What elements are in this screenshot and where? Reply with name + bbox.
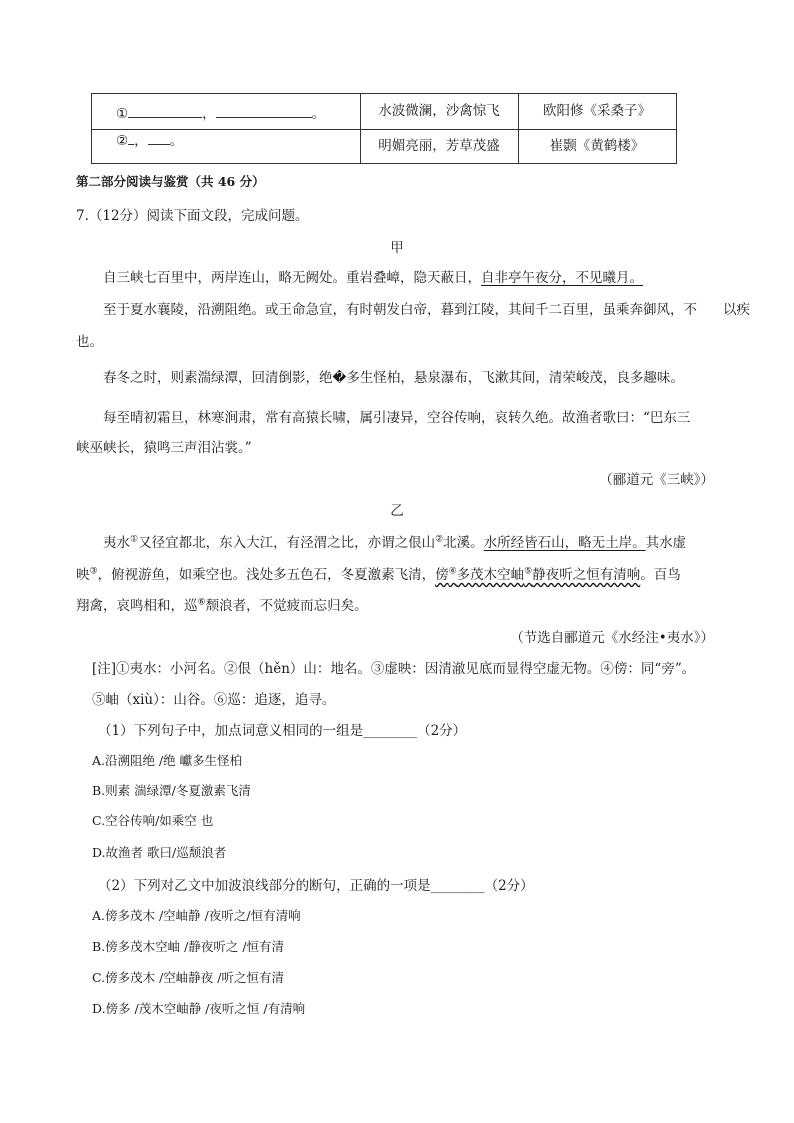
question-1-stem: （1）下列句子中，加点词意义相同的一组是________（2分） xyxy=(98,723,467,739)
question-1-option-a[interactable]: A.沿溯阻绝 /绝 巘多生怪柏 xyxy=(92,753,243,768)
text-span: 映 xyxy=(76,567,90,583)
question-1-option-b[interactable]: B.则素 湍绿潭/冬夏激素飞清 xyxy=(92,783,251,798)
text-span: 至于夏水襄陵，沿溯阻绝。或王命急宣，有时朝发白帝，暮到江陵，其间千二百里，虽乘奔御风，不 xyxy=(103,302,697,318)
passage-jia-paragraph-4: 每至晴初霜旦，林寒涧肃，常有高猿长啸，属引凄异，空谷传响，哀转久绝。故渔者歌曰：“巴东三 xyxy=(103,410,691,426)
answer-blank[interactable] xyxy=(128,103,202,118)
text-span: 自三峡七百里中，两岸连山，略无阙处。重岩叠嶂，隐天蔽日， xyxy=(103,270,481,286)
table-row xyxy=(92,129,676,164)
table-row xyxy=(92,94,676,130)
footnote-marker: ③ xyxy=(89,566,98,577)
passage-yi-source: （节选自郦道元《水经注•夷水》） xyxy=(510,630,714,646)
passage-jia-paragraph-3: 春冬之时，则素湍绿潭，回清倒影，绝�多生怪柏，悬泉瀑布，飞漱其间，清荣峻茂，良多趣味。 xyxy=(103,370,684,386)
table-cell-source: 欧阳修《采桑子》 xyxy=(543,103,651,119)
passage-jia-paragraph-4-cont: 峡巫峡长，猿鸣三声泪沾裳。” xyxy=(76,440,252,456)
wavy-text: 静夜听之恒有清响 xyxy=(532,567,641,583)
footnote-marker: ⑥ xyxy=(197,597,206,608)
passage-jia-paragraph-2 xyxy=(103,298,750,318)
question-2-stem: （2）下列对乙文中加波浪线部分的断句，正确的一项是________（2分） xyxy=(98,878,534,894)
passage-yi-paragraph-1 xyxy=(103,531,686,551)
text-span: 又径宜都北，东入大江，有泾渭之比，亦谓之佷山 xyxy=(138,535,436,551)
table-cell-blank xyxy=(92,129,361,164)
passage-jia-source: （郦道元《三峡》） xyxy=(599,472,714,488)
question-1-option-c[interactable]: C.空谷传响/如乘空 也 xyxy=(92,813,214,828)
notes-line-2: ⑤岫（xiù）：山谷。⑥巡：追逐，追寻。 xyxy=(92,692,336,708)
footnote-marker: ① xyxy=(130,534,139,545)
text-span: 夷水 xyxy=(103,535,130,551)
passage-jia-paragraph-2-cont: 也。 xyxy=(76,334,103,350)
period: 。 xyxy=(169,133,184,149)
wavy-text: 多茂木空岫 xyxy=(456,567,525,583)
question-2-option-a[interactable]: A.傍多茂木 /空岫静 /夜听之/恒有清响 xyxy=(92,908,301,923)
answer-blank[interactable] xyxy=(216,103,312,118)
footnote-marker: ⑤ xyxy=(524,566,533,577)
question-2-option-c[interactable]: C.傍多茂木 /空岫静夜 /听之恒有清 xyxy=(92,970,284,985)
comma: ， xyxy=(202,106,216,122)
table-cell-source: 崔颢《黄鹤楼》 xyxy=(549,138,645,154)
answer-blank[interactable] xyxy=(148,130,170,145)
table-cell-blank xyxy=(92,94,361,129)
question-7-intro: 7.（12分）阅读下面文段，完成问题。 xyxy=(76,208,309,224)
question-2-option-d[interactable]: D.傍多 /茂木空岫静 /夜听之恒 /有清响 xyxy=(92,1001,306,1016)
text-span: 颓浪者，不觉疲而忘归矣。 xyxy=(205,598,368,614)
passage-yi-title: 乙 xyxy=(390,503,404,519)
text-span: 翔禽，哀鸣相和，巡 xyxy=(76,598,198,614)
text-span: 。百鸟 xyxy=(640,567,681,583)
comma: ， xyxy=(134,133,148,149)
text-span: 其水虚 xyxy=(645,535,687,551)
passage-jia-paragraph-1 xyxy=(103,266,643,286)
question-2-option-b[interactable]: B.傍多茂木空岫 /静夜听之 /恒有清 xyxy=(92,939,285,954)
section-title: 第二部分阅读与鉴赏（共 46 分） xyxy=(76,174,265,189)
table-cell-scene: 明媚亮丽，芳草茂盛 xyxy=(360,129,519,164)
underlined-sentence: 水所经皆石山，略无土岸。 xyxy=(483,535,646,551)
notes-line-1: [注]①夷水：小河名。②佷（hěn）山：地名。③虚映：因清澈见底而显得空虚无物。④傍：同“旁”。 xyxy=(92,661,696,677)
underlined-sentence: 自非亭午夜分，不见曦月。 xyxy=(481,270,643,286)
circled-number: ① xyxy=(116,106,129,122)
footnote-marker: ② xyxy=(435,534,444,545)
poetry-table xyxy=(91,93,677,164)
text-span: 北溪。 xyxy=(443,535,484,551)
period: 。 xyxy=(311,106,326,122)
passage-yi-paragraph-1-cont xyxy=(76,563,681,583)
circled-number: ② xyxy=(116,133,129,149)
question-1-option-d[interactable]: D.故渔者 歌曰/巡颓浪者 xyxy=(92,845,227,860)
wavy-text: 傍 xyxy=(435,567,449,583)
passage-jia-title: 甲 xyxy=(390,240,404,256)
passage-yi-paragraph-1-cont2 xyxy=(76,594,368,614)
text-span: 以疾 xyxy=(723,302,750,318)
footnote-marker: ④ xyxy=(448,566,457,577)
table-cell-scene: 水波微澜，沙禽惊飞 xyxy=(360,94,519,129)
text-span: ，俯视游鱼，如乘空也。浅处多五色石，冬夏激素飞清， xyxy=(97,567,436,583)
